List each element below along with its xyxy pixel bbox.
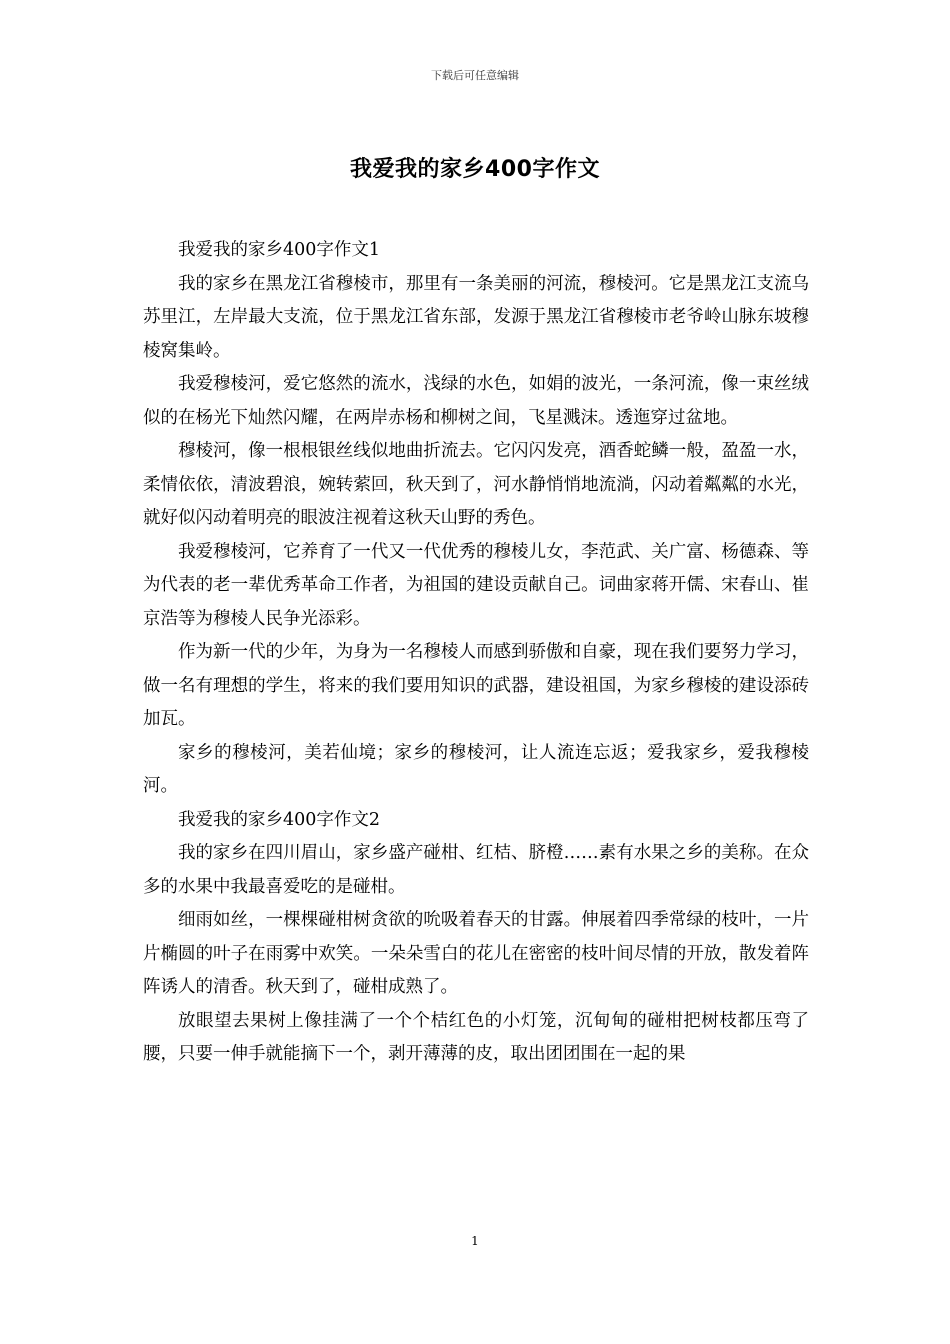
paragraph: 我的家乡在四川眉山，家乡盛产碰柑、红桔、脐橙……素有水果之乡的美称。在众多的水果中我最喜爱吃的是碰柑。 (143, 843, 809, 897)
section-heading: 我爱我的家乡400字作文2 (178, 809, 381, 830)
paragraph: 细雨如丝，一棵棵碰柑树贪欲的吮吸着春天的甘露。伸展着四季常绿的枝叶，一片片椭圆的叶子在雨雾中欢笑。一朵朵雪白的花儿在密密的枝叶间尽情的开放，散发着阵阵诱人的清香。秋天到了，碰柑成熟了。 (143, 910, 809, 997)
paragraph: 我爱穆棱河，爱它悠然的流水，浅绿的水色，如娟的波光，一条河流，像一束丝绒似的在杨光下灿然闪耀，在两岸赤杨和柳树之间，飞星溅沫。透迤穿过盆地。 (143, 374, 809, 428)
paragraph: 家乡的穆棱河，美若仙境；家乡的穆棱河，让人流连忘返；爱我家乡，爱我穆棱河。 (143, 742, 809, 796)
paragraph: 我的家乡在黑龙江省穆棱市，那里有一条美丽的河流，穆棱河。它是黑龙江支流乌苏里江，左岸最大支流，位于黑龙江省东部，发源于黑龙江省穆棱市老爷岭山脉东坡穆棱窝集岭。 (143, 273, 809, 361)
paragraph: 作为新一代的少年，为身为一名穆棱人而感到骄傲和自豪，现在我们要努力学习，做一名有理想的学生，将来的我们要用知识的武器，建设祖国，为家乡穆棱的建设添砖加瓦。 (143, 642, 809, 729)
document-body (143, 234, 809, 1072)
section-heading: 我爱我的家乡400字作文1 (178, 240, 381, 260)
paragraph: 我爱穆棱河，它养育了一代又一代优秀的穆棱儿女，李范武、关广富、杨德森、等为代表的老一辈优秀革命工作者，为祖国的建设贡献自己。词曲家蒋开儒、宋春山、崔京浩等为穆棱人民争光添彩。 (143, 541, 809, 629)
page-header-note: 下载后可任意编辑 (431, 69, 519, 82)
page-number: 1 (471, 1234, 479, 1248)
paragraph: 放眼望去果树上像挂满了一个个桔红色的小灯笼，沉甸甸的碰柑把树枝都压弯了腰，只要一伸手就能摘下一个，剥开薄薄的皮，取出团团围在一起的果 (143, 1010, 809, 1064)
paragraph: 穆棱河，像一根根银丝线似地曲折流去。它闪闪发亮，酒香蛇鳞一般，盈盈一水，柔情依依，清波碧浪，婉转萦回，秋天到了，河水静悄悄地流淌，闪动着粼粼的水光，就好似闪动着明亮的眼波注视着这秋天山野的秀色。 (143, 441, 809, 528)
document-title: 我爱我的家乡400字作文 (350, 157, 600, 182)
